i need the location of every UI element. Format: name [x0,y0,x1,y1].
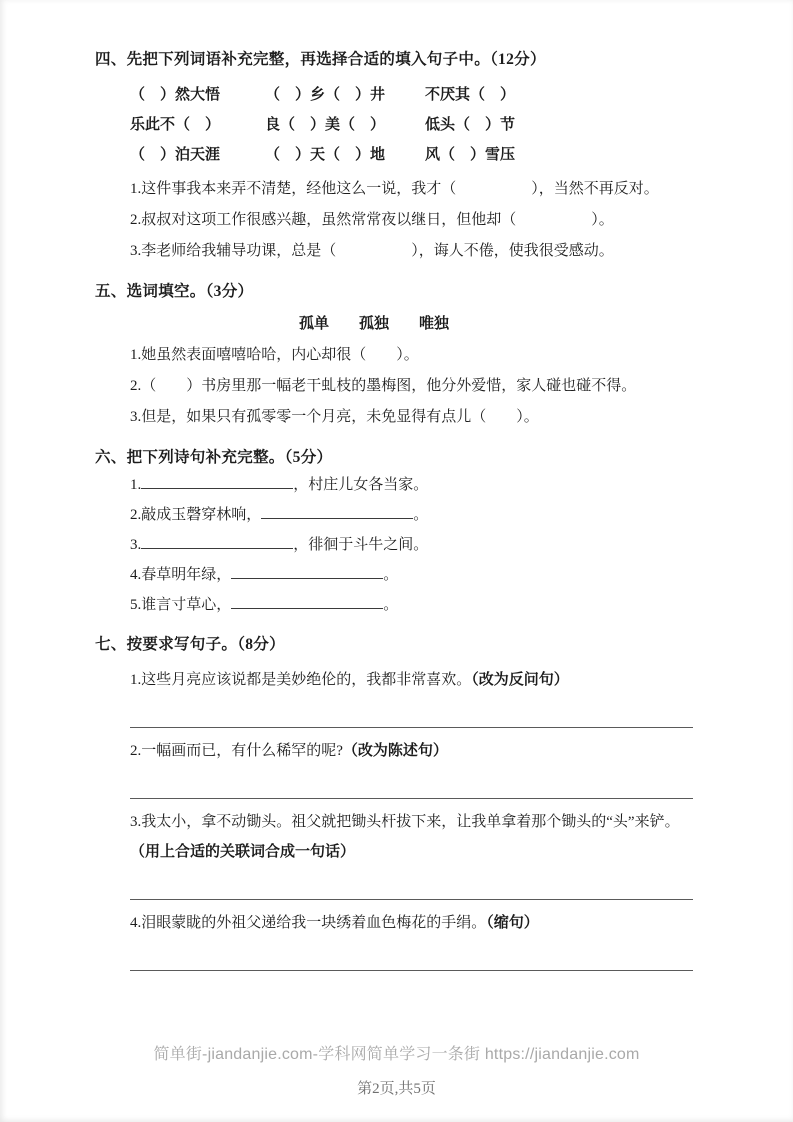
footer-site-line: 简单街-jiandanjie.com-学科网简单学习一条街 https://jiandanjie.com [153,1046,640,1063]
poem-text-post: ，徘徊于斗牛之间。 [293,537,429,553]
rewrite-question [130,736,693,766]
poem-text-post: 。 [383,567,399,583]
rewrite-question [130,807,693,867]
poem-line [130,590,693,620]
fill-in-sentence: 2.叔叔对这项工作很感兴趣，虽然常常夜以继日，但他却（ ）。 [130,212,614,228]
word-completion-grid [130,80,693,170]
poem-line [130,500,693,530]
word-grid-row [130,80,693,110]
section-5-title: 五、选词填空。（3分） [95,283,254,300]
section-sentence-rewrite [95,633,693,971]
rewrite-question [130,665,693,695]
section-poem-completion [95,446,693,620]
section-6-title: 六、把下列诗句补充完整。（5分） [95,449,333,466]
word-grid-row [130,110,693,140]
word-item: （ ）天（ ）地 [265,147,386,163]
word-item: （ ）泊天涯 [130,147,221,163]
question-instruction: （改为反问句） [471,672,569,688]
section-7-title: 七、按要求写句子。（8分） [95,636,285,653]
rewrite-question [130,908,693,938]
fill-in-sentence: 3.但是，如果只有孤零零一个月亮，未免显得有点儿（ ）。 [130,409,539,425]
exam-content [95,48,693,975]
answer-line [130,899,693,900]
word-item: 低头（ ）节 [425,117,516,133]
word-grid-row [130,140,693,170]
answer-blank [141,536,293,549]
word-item: 乐此不（ ） [130,117,221,133]
question-instruction: （改为陈述句） [342,743,448,759]
word-item: 良（ ）美（ ） [265,117,386,133]
word-item: 风（ ）雪压 [425,147,516,163]
fill-in-sentence: 3.李老师给我辅导功课，总是（ ），诲人不倦，使我很受感动。 [130,243,614,259]
poem-text-pre: 4.春草明年绿， [130,567,232,583]
question-text: 2.一幅画而已，有什么稀罕的呢? [130,743,343,759]
poem-text-pre: 3. [130,537,142,553]
poem-text-post: 。 [383,597,399,613]
section-word-choice [95,280,693,433]
poem-text-post: 。 [413,507,429,523]
answer-line [130,727,693,728]
poem-line [130,470,693,500]
fill-in-sentence: 1.这件事我本来弄不清楚，经他这么一说，我才（ ），当然不再反对。 [130,181,659,197]
answer-blank [261,506,413,519]
poem-line [130,560,693,590]
poem-text-pre: 1. [130,477,142,493]
word-item: 不厌其（ ） [425,87,516,103]
word-bank: 孤单 孤独 唯独 [298,316,449,332]
question-instruction: （用上合适的关联词合成一句话） [130,844,356,860]
footer-page-number: 第2页,共5页 [357,1081,436,1097]
section-word-completion [95,48,693,267]
word-item: （ ）乡（ ）井 [265,87,386,103]
question-instruction: （缩句） [486,915,539,931]
poem-line [130,530,693,560]
answer-blank [141,476,293,489]
question-text: 1.这些月亮应该说都是美妙绝伦的，我都非常喜欢。 [130,672,472,688]
poem-text-pre: 5.谁言寸草心， [130,597,232,613]
poem-text-post: ，村庄儿女各当家。 [293,477,429,493]
answer-line [130,970,693,971]
answer-blank [231,596,383,609]
question-text: 4.泪眼蒙眬的外祖父递给我一块绣着血色梅花的手绢。 [130,915,487,931]
fill-in-sentence: 1.她虽然表面嘻嘻哈哈，内心却很（ ）。 [130,347,419,363]
section-4-title: 四、先把下列词语补充完整，再选择合适的填入句子中。（12分） [95,51,546,68]
question-text: 3.我太小，拿不动锄头。祖父就把锄头杆拔下来，让我单拿着那个锄头的“头”来铲。 [130,814,680,830]
fill-in-sentence: 2.（ ）书房里那一幅老干虬枝的墨梅图，他分外爱惜，家人碰也碰不得。 [130,378,637,394]
answer-line [130,798,693,799]
poem-text-pre: 2.敲成玉磬穿林响， [130,507,262,523]
answer-blank [231,566,383,579]
word-item: （ ）然大悟 [130,87,221,103]
